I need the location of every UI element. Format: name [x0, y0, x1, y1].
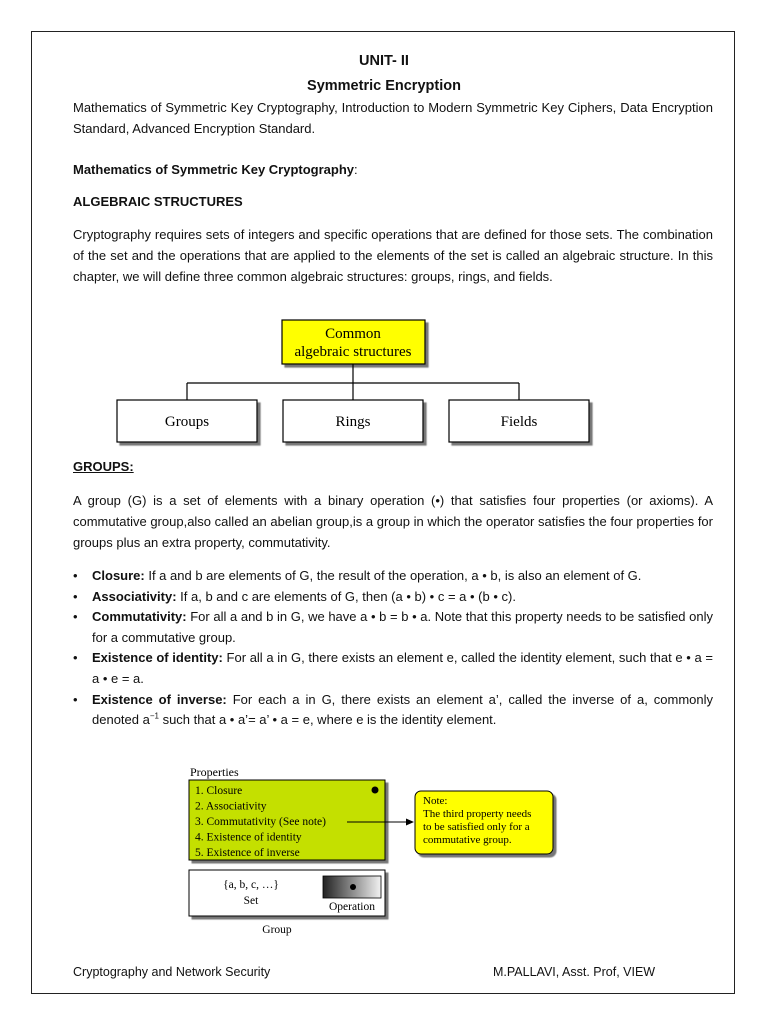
bullet-glyph: • — [73, 568, 78, 583]
page-title: Symmetric Encryption — [307, 78, 461, 94]
bullet-glyph: • — [73, 691, 78, 707]
operation-swatch-dot-icon — [350, 884, 356, 890]
property-text: If a and b are elements of G, the result of the operation, a • b, is also an element of G. — [144, 568, 642, 583]
set-label: Set — [243, 895, 259, 907]
algebraic-structures-paragraph: Cryptography requires sets of integers and specific operations that are defined for those sets. The combination of the set and the operations that are applied to the elements of the set is called an algebraic structure. In this chapter, we will define three common algebraic structures: groups, rings, and fields. — [73, 227, 713, 284]
inverse-superscript: −1 — [149, 711, 159, 721]
fields-label: Fields — [500, 414, 538, 430]
operation-label: Operation — [329, 901, 375, 913]
section-heading-text: Mathematics of Symmetric Key Cryptography — [73, 162, 355, 177]
property-text: For all a in G, there exists an element e, called the identity element, such that e • a = a • e = a. — [92, 650, 714, 686]
property-item: 5. Existence of inverse — [195, 847, 300, 859]
footer-right: M.PALLAVI, Asst. Prof, VIEW — [493, 965, 656, 979]
note-line: The third property needs — [423, 808, 532, 820]
groups-paragraph: A group (G) is a set of elements with a binary operation (•) that satisfies four properties (or axioms). A commutative group,also called an abelian group,is a group in which the operator satisfies the four properties for groups plus an extra property, commutativity. — [73, 493, 713, 550]
intro-paragraph: Mathematics of Symmetric Key Cryptography, Introduction to Modern Symmetric Key Ciphers, Data Encryption Standard, Advanced Encryption Standard. — [73, 100, 713, 136]
note-line: Note: — [423, 795, 448, 807]
property-term: Associativity: — [92, 588, 177, 604]
list-item — [73, 648, 713, 689]
property-item: 1. Closure — [195, 785, 243, 797]
property-term: Closure: — [92, 568, 145, 583]
property-item: 2. Associativity — [195, 800, 267, 813]
property-text-before: For each a in G, there exists an element a’, called the inverse of a, commonly denoted a — [92, 691, 713, 728]
list-item — [73, 607, 713, 648]
property-term: Existence of identity: — [92, 650, 223, 666]
note-line: to be satisfied only for a — [423, 821, 530, 833]
properties-label: Properties — [190, 765, 239, 779]
rings-label: Rings — [335, 414, 371, 430]
group-label: Group — [262, 924, 292, 936]
property-text: For all a and b in G, we have a • b = b • a. Note that this property needs to be satisfied only for a commutative group. — [92, 609, 713, 645]
note-arrow-head-icon — [406, 819, 414, 826]
property-term: Commutativity: — [92, 609, 187, 625]
section-heading-colon: : — [354, 162, 358, 177]
section-heading — [73, 162, 358, 177]
algebraic-structures-heading: ALGEBRAIC STRUCTURES — [73, 194, 243, 209]
bullet-glyph: • — [73, 588, 78, 604]
list-item — [73, 690, 713, 731]
property-text: If a, b and c are elements of G, then (a • b) • c = a • (b • c). — [176, 588, 516, 604]
unit-title: UNIT- II — [359, 53, 409, 69]
groups-label: Groups — [164, 414, 210, 430]
group-properties-list — [73, 566, 713, 731]
algebraic-structures-diagram — [115, 316, 595, 448]
bullet-glyph: • — [73, 609, 78, 625]
groups-heading: GROUPS: — [73, 459, 134, 474]
property-item: 3. Commutativity (See note) — [195, 816, 326, 828]
set-elements: {a, b, c, …} — [223, 879, 279, 891]
operation-dot-icon — [372, 787, 379, 794]
property-term: Existence of inverse: — [92, 691, 227, 707]
group-diagram — [185, 762, 565, 942]
list-item — [73, 566, 713, 587]
property-text-after: such that a • a’= a’ • a = e, where e is the identity element. — [158, 712, 497, 728]
bullet-glyph: • — [73, 650, 78, 666]
footer-left: Cryptography and Network Security — [73, 965, 271, 979]
list-item — [73, 587, 713, 608]
root-label-line1: Common — [325, 326, 381, 342]
property-item: 4. Existence of identity — [195, 831, 302, 844]
root-label-line2: algebraic structures — [294, 344, 412, 360]
note-line: commutative group. — [423, 834, 512, 846]
